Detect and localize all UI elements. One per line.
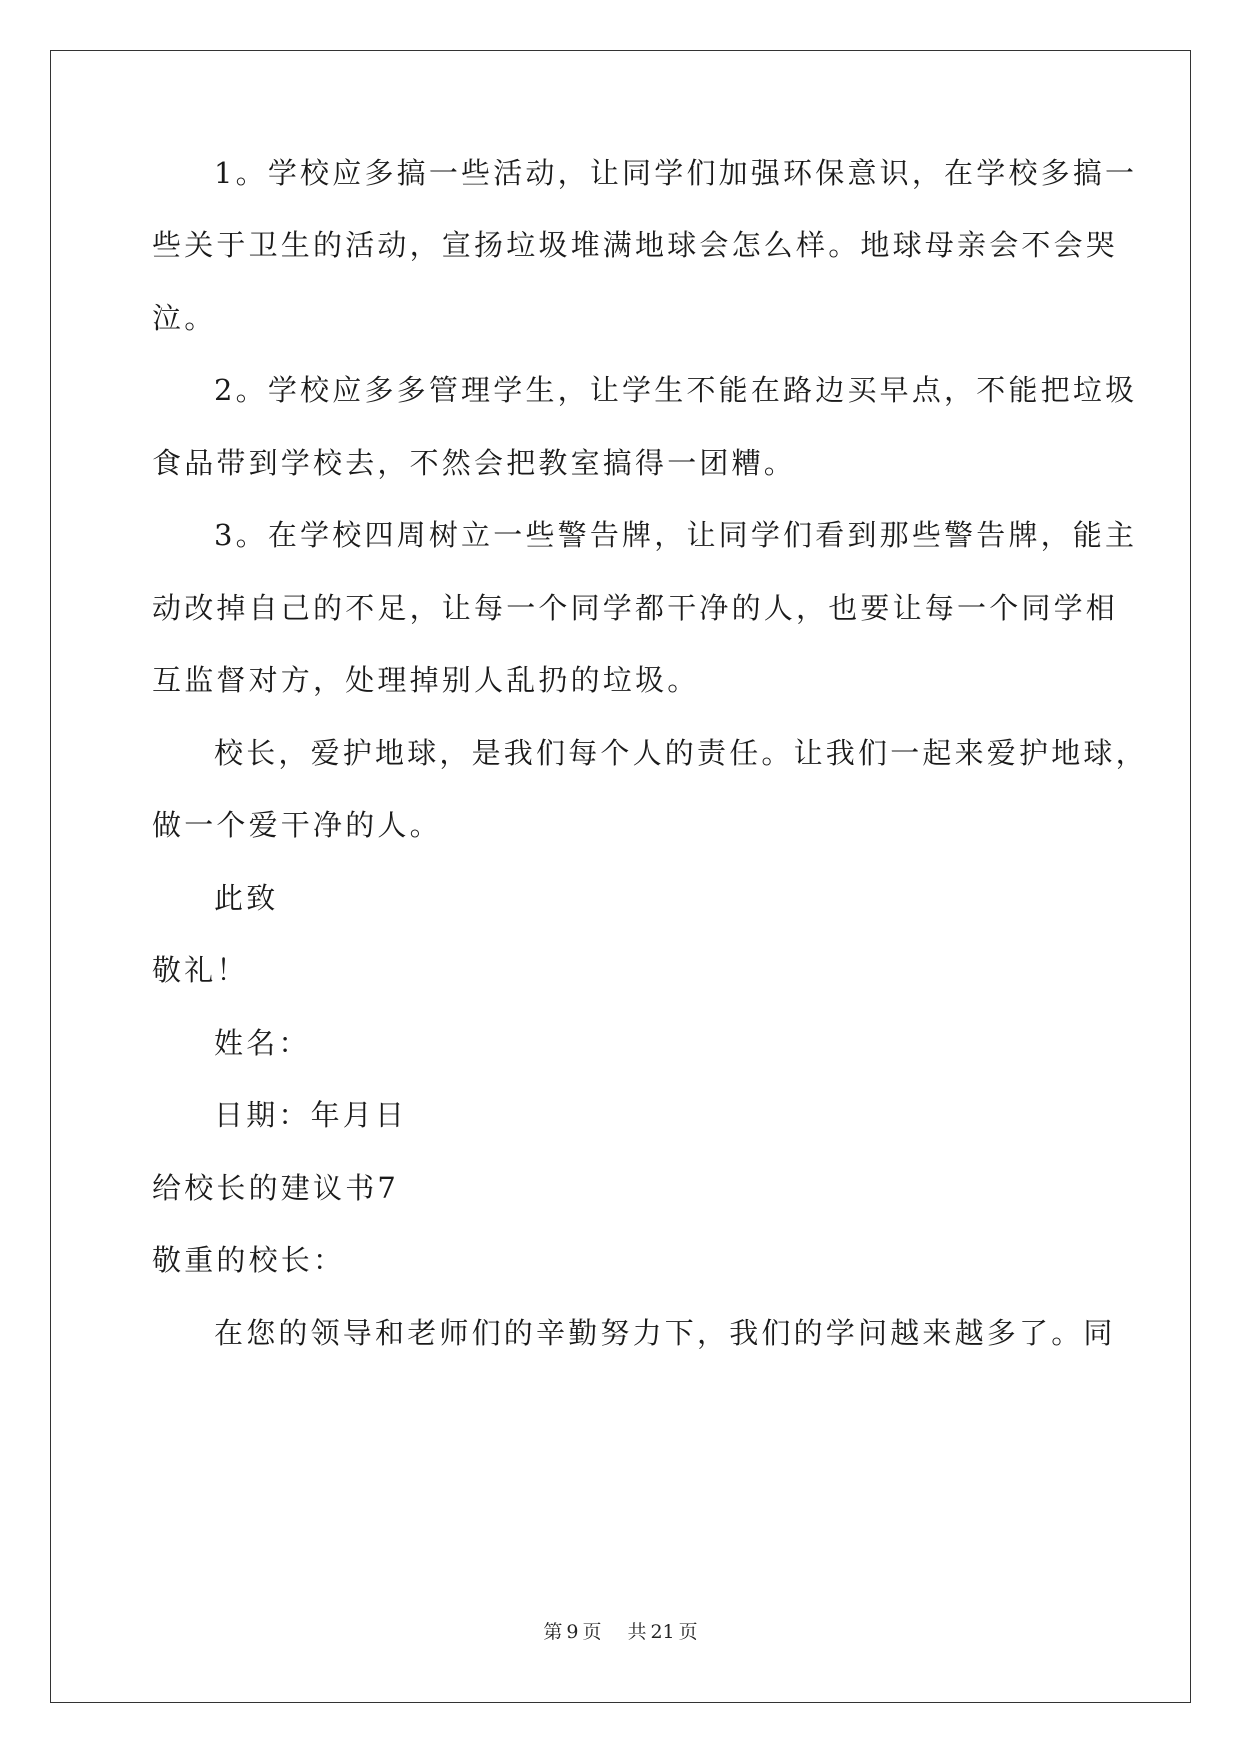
page-footer <box>0 1620 1241 1644</box>
signature-name: 姓名： <box>214 1026 311 1060</box>
footer-total-pages: 21 <box>650 1621 675 1643</box>
para-2-line-1: 2。学校应多多管理学生，让学生不能在路边买早点，不能把垃圾 <box>214 373 1138 407</box>
footer-page-suffix: 页 <box>582 1621 602 1643</box>
footer-current-page: 9 <box>566 1621 579 1643</box>
para-1-line-1: 1。学校应多搞一些活动，让同学们加强环保意识，在学校多搞一 <box>214 156 1138 190</box>
section-title: 给校长的建议书7 <box>152 1171 400 1205</box>
para-1-line-2: 些关于卫生的活动，宣扬垃圾堆满地球会怎么样。地球母亲会不会哭 <box>152 228 1119 262</box>
page-border <box>50 50 1191 1703</box>
para-3-line-2: 动改掉自己的不足，让每一个同学都干净的人，也要让每一个同学相 <box>152 591 1119 625</box>
para-4-line-2: 做一个爱干净的人。 <box>152 808 442 842</box>
salutation: 敬重的校长： <box>152 1243 346 1277</box>
closing-jingli: 敬礼！ <box>152 953 249 987</box>
para-4-line-1: 校长，爱护地球，是我们每个人的责任。让我们一起来爱护地球， <box>214 736 1148 770</box>
para-5-line-1: 在您的领导和老师们的辛勤努力下，我们的学问越来越多了。同 <box>214 1316 1116 1350</box>
signature-date: 日期：年月日 <box>214 1098 408 1132</box>
footer-total-prefix: 共 <box>627 1621 647 1643</box>
para-1-line-3: 泣。 <box>152 301 217 335</box>
para-3-line-3: 互监督对方，处理掉别人乱扔的垃圾。 <box>152 663 700 697</box>
footer-total-suffix: 页 <box>678 1621 698 1643</box>
para-3-line-1: 3。在学校四周树立一些警告牌，让同学们看到那些警告牌，能主 <box>214 518 1138 552</box>
closing-cizhi: 此致 <box>214 881 279 915</box>
para-2-line-2: 食品带到学校去，不然会把教室搞得一团糟。 <box>152 446 797 480</box>
footer-prefix: 第 <box>543 1621 563 1643</box>
